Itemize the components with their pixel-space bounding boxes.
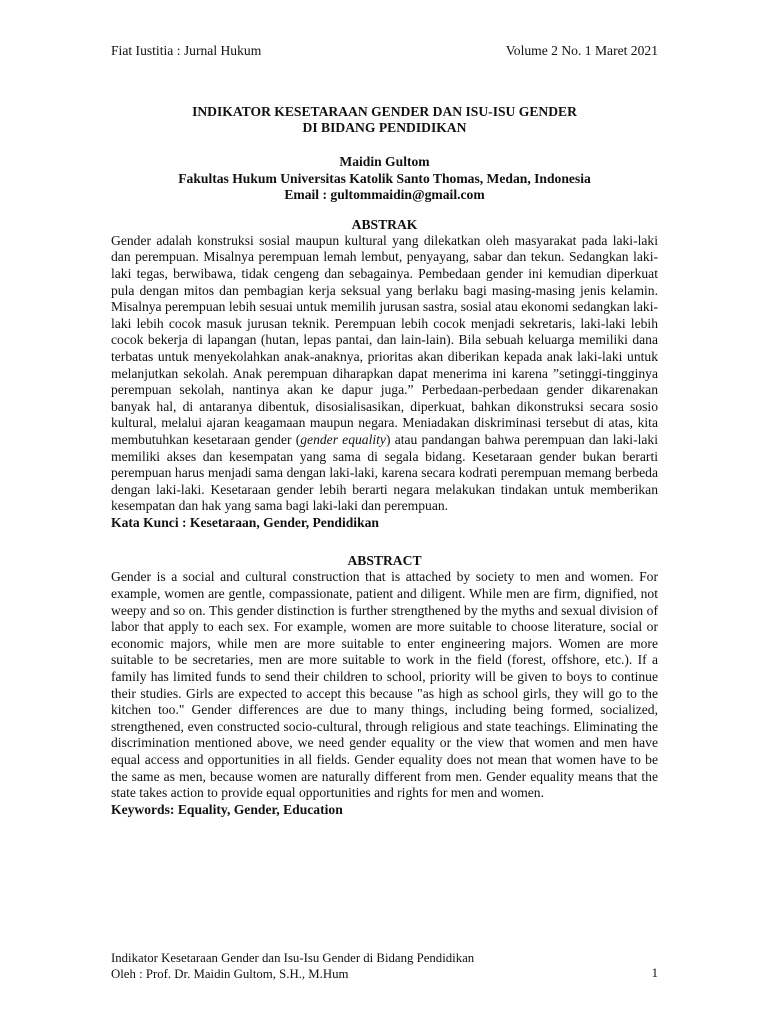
abstrak-text-part-1: Gender adalah konstruksi sosial maupun kultural yang dilekatkan oleh masyarakat pada laki-laki dan perempuan. Misalnya perempuan lemah lembut, penyayang, sabar dan tekun. Sedangkan laki-laki tegas, berwibawa, tidak cengeng dan sebagainya. Pembedaan gender ini kemudian diperkuat pula dengan mitos dan pembagian kerja seksual yang berlaku bagi masing-masing jenis kelamin. Misalnya perempuan lebih sesuai untuk memilih jurusan sastra, sosial atau ekonomi sedangkan laki-laki lebih cocok masuk jurusan teknik. Perempuan lebih cocok menjadi sekretaris, laki-laki lebih cocok bekerja di lapangan (hutan, lepas pantai, dan lain-lain). Bila sebuah keluarga memiliki dana terbatas untuk menyekolahkan anak-anaknya, prioritas akan diberikan kepada anak laki-laki untuk melanjutkan sekolah. Anak perempuan diharapkan dapat menerima ini karena ”setinggi-tingginya perempuan sekolah, nantinya akan ke dapur juga.” Perbedaan-perbedaan gender dikarenakan banyak hal, di antaranya dibentuk, disosialisasikan, diperkuat, bahkan dikonstruksi secara sosio kultural, melalui ajaran keagamaan maupun negara. Meniadakan diskriminasi tersebut di atas, kita membutuhkan kesetaraan gender ( (111, 232, 658, 447)
abstrak-text (111, 233, 658, 515)
author-name: Maidin Gultom (339, 154, 430, 169)
abstrak-text-part-2: ) atau pandangan bahwa perempuan dan laki-laki memiliki akses dan kesempatan yang sama di segala bidang. Kesetaraan gender bukan berarti perempuan harus menjadi sama dengan laki-laki, karena secara kodrati perempuan memang berbeda dengan laki-laki. Kesetaraan gender lebih berarti negara melakukan tindakan untuk memberikan kesempatan dan hak yang sama bagi laki-laki dan perempuan. (111, 431, 658, 514)
title-line-2: DI BIDANG PENDIDIKAN (302, 120, 467, 135)
article-title (111, 104, 658, 136)
abstrak-keywords: Kata Kunci : Kesetaraan, Gender, Pendidikan (111, 514, 379, 530)
page-footer (111, 950, 658, 982)
abstract-keywords: Keywords: Equality, Gender, Education (111, 801, 343, 817)
abstract-text: Gender is a social and cultural construction that is attached by society to men and women. For example, women are gentle, compassionate, patient and diligent. While men are firm, dignified, not weepy and so on. This gender distinction is further strengthened by the myths and sexual division of labor that apply to each sex. For example, women are more suitable to choose literature, social or economic majors, while men are more suitable to enter engineering majors. Women are more suitable to be secretaries, men are more suitable to work in the field (forest, offshore, etc.). If a family has limited funds to send their children to school, priority will be given to boys to continue their studies. Girls are expected to accept this because "as high as school girls, they will go to the kitchen too." Gender differences are due to many things, including being formed, socialized, strengthened, even constructed socio-cultural, through religious and state teachings. Eliminating the discrimination mentioned above, we need gender equality or the view that women and men have equal access and opportunities in all fields. Gender equality does not mean that women have to be the same as men, because women are naturally different from men. Gender equality means that the state takes action to provide equal opportunities and rights for men and women. (111, 569, 658, 801)
journal-name: Fiat Iustitia : Jurnal Hukum (111, 43, 262, 58)
author-affiliation: Fakultas Hukum Universitas Katolik Santo Thomas, Medan, Indonesia (178, 170, 591, 186)
footer-author: Oleh : Prof. Dr. Maidin Gultom, S.H., M.Hum (111, 967, 349, 981)
abstrak-heading: ABSTRAK (351, 216, 418, 232)
author-email: Email : gultommaidin@gmail.com (284, 187, 485, 203)
journal-volume: Volume 2 No. 1 Maret 2021 (505, 43, 658, 58)
author-block (111, 154, 658, 204)
abstract-heading: ABSTRACT (347, 553, 422, 569)
abstrak-text-italic: gender equality (300, 431, 386, 447)
footer-article-title: Indikator Kesetaraan Gender dan Isu-Isu Gender di Bidang Pendidikan (111, 951, 475, 965)
page-number: 1 (651, 966, 658, 980)
article-body (111, 104, 658, 818)
title-line-1: INDIKATOR KESETARAAN GENDER DAN ISU-ISU GENDER (192, 104, 577, 119)
